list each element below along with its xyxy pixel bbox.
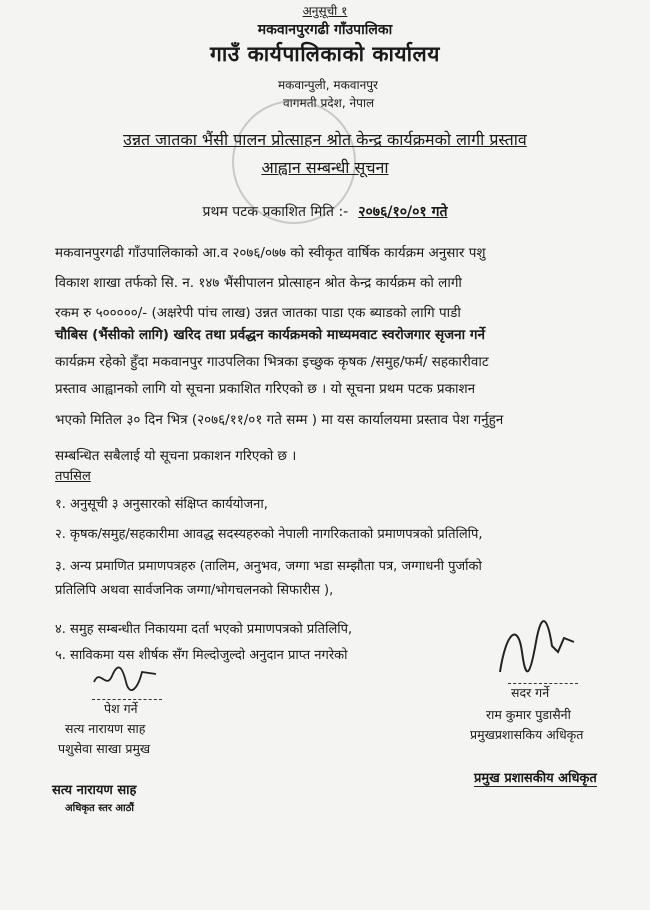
notice-heading-line-2: आह्वान सम्बन्धी सूचना bbox=[261, 158, 389, 177]
address-line-1: मकवान्पुली, मकवानपुर bbox=[278, 78, 378, 92]
body-line: कार्यक्रम रहेको हुँदा मकवानपुर गाउपलिका भित्रका इच्छुक कृषक /समुह/फर्म/ सहकारीवाट bbox=[55, 354, 489, 370]
annex-list-item: प्रतिलिपि अथवा सार्वजनिक जग्गा/भोगचलनको सिफारीस ), bbox=[55, 583, 334, 598]
body-line: सम्बन्धित सबैलाई यो सूचना प्रकाशन गरिएको छ । bbox=[55, 448, 297, 464]
stamp-left-name: सत्य नारायण साह bbox=[52, 783, 137, 798]
body-line: प्रस्ताव आह्वानको लागि यो सूचना प्रकाशित गरिएको छ । यो सूचना प्रथम पटक प्रकाशन bbox=[55, 381, 476, 397]
stamp-right-title: प्रमुख प्रशासकीय अधिकृत bbox=[474, 768, 597, 787]
annex-label: अनुसूची १ bbox=[302, 4, 348, 18]
annex-list-item: २. कृषक/समुह/सहकारीमा आवद्ध सदस्यहरुको नेपाली नागरिकताको प्रमाणपत्रको प्रतिलिपि, bbox=[55, 527, 483, 542]
body-line: रकम रु ५०००००/- (अक्षरेपी पांच लाख) उन्नत जातका पाडा एक ब्याडको लागि पाडी bbox=[55, 305, 461, 321]
body-line: भएको मितिल ३० दिन भित्र (२०७६/११/०१ गते सम्म ) मा यस कार्यालयमा प्रस्ताव पेश गर्नुहुन bbox=[55, 412, 504, 428]
body-line: चौबिस (भैंसीको लागि) खरिद तथा प्रर्वद्धन कार्यक्रमको माध्यमवाट स्वरोजगार सृजना गर्ने bbox=[55, 327, 485, 343]
municipality-name: मकवानपुरगढी गाँउपालिका bbox=[257, 22, 393, 38]
annex-list-item: ३. अन्य प्रमाणित प्रमाणपत्रहरु (तालिम, अनुभव, जग्गा भडा सम्झौता पत्र, जग्गाधनी पुर्जाको bbox=[55, 559, 482, 574]
right-signature bbox=[492, 612, 582, 682]
annex-list-item: १. अनुसूची ३ अनुसारको संक्षिप्त कार्ययोजना, bbox=[55, 497, 268, 512]
publication-date-row bbox=[0, 202, 650, 221]
annex-list-item: ४. समुह सम्बन्धीत निकायमा दर्ता भएको प्रमाणपत्रको प्रतिलिपि, bbox=[55, 622, 353, 637]
left-signatory-role: पेश गर्ने bbox=[104, 701, 138, 716]
left-signature bbox=[90, 662, 160, 694]
office-title: गाउँ कार्यपालिकाको कार्यालय bbox=[210, 42, 440, 66]
publication-label: प्रथम पटक प्रकाशित मिति :- bbox=[202, 204, 349, 220]
stamp-left-title: अधिकृत स्तर आठौं bbox=[65, 803, 135, 814]
body-line: विकाश शाखा तर्फको सि. न. १४७ भैंसीपालन प्रोत्साहन श्रोत केन्द्र कार्यक्रम को लागी bbox=[55, 275, 462, 291]
notice-heading-line-1: उन्नत जातका भैंसी पालन प्रोत्साहन श्रोत केन्द्र कार्यक्रमको लागी प्रस्ताव bbox=[123, 130, 527, 149]
body-line: मकवानपुरगढी गाँउपालिकाको आ.व २०७६/०७७ को स्वीकृत वार्षिक कार्यक्रम अनुसार पशु bbox=[55, 245, 486, 261]
right-signatory-name: राम कुमार पुडासैनी bbox=[486, 707, 571, 722]
annex-list-item: ५. साविकमा यस शीर्षक सँग मिल्दोजुल्दो अनुदान प्राप्त नगरेको bbox=[55, 648, 348, 663]
right-signatory-title: प्रमुखप्रशासकिय अधिकृत bbox=[470, 727, 584, 742]
publication-date: २०७६/१०/०१ गते bbox=[358, 204, 448, 220]
left-signatory-title: पशुसेवा साखा प्रमुख bbox=[58, 741, 151, 756]
left-signatory-name: सत्य नारायण साह bbox=[65, 721, 146, 736]
address-line-2: वागमती प्रदेश, नेपाल bbox=[283, 96, 375, 110]
right-signatory-role: सदर गर्ने bbox=[511, 685, 550, 700]
annex-list-heading: तपसिल bbox=[55, 469, 91, 484]
